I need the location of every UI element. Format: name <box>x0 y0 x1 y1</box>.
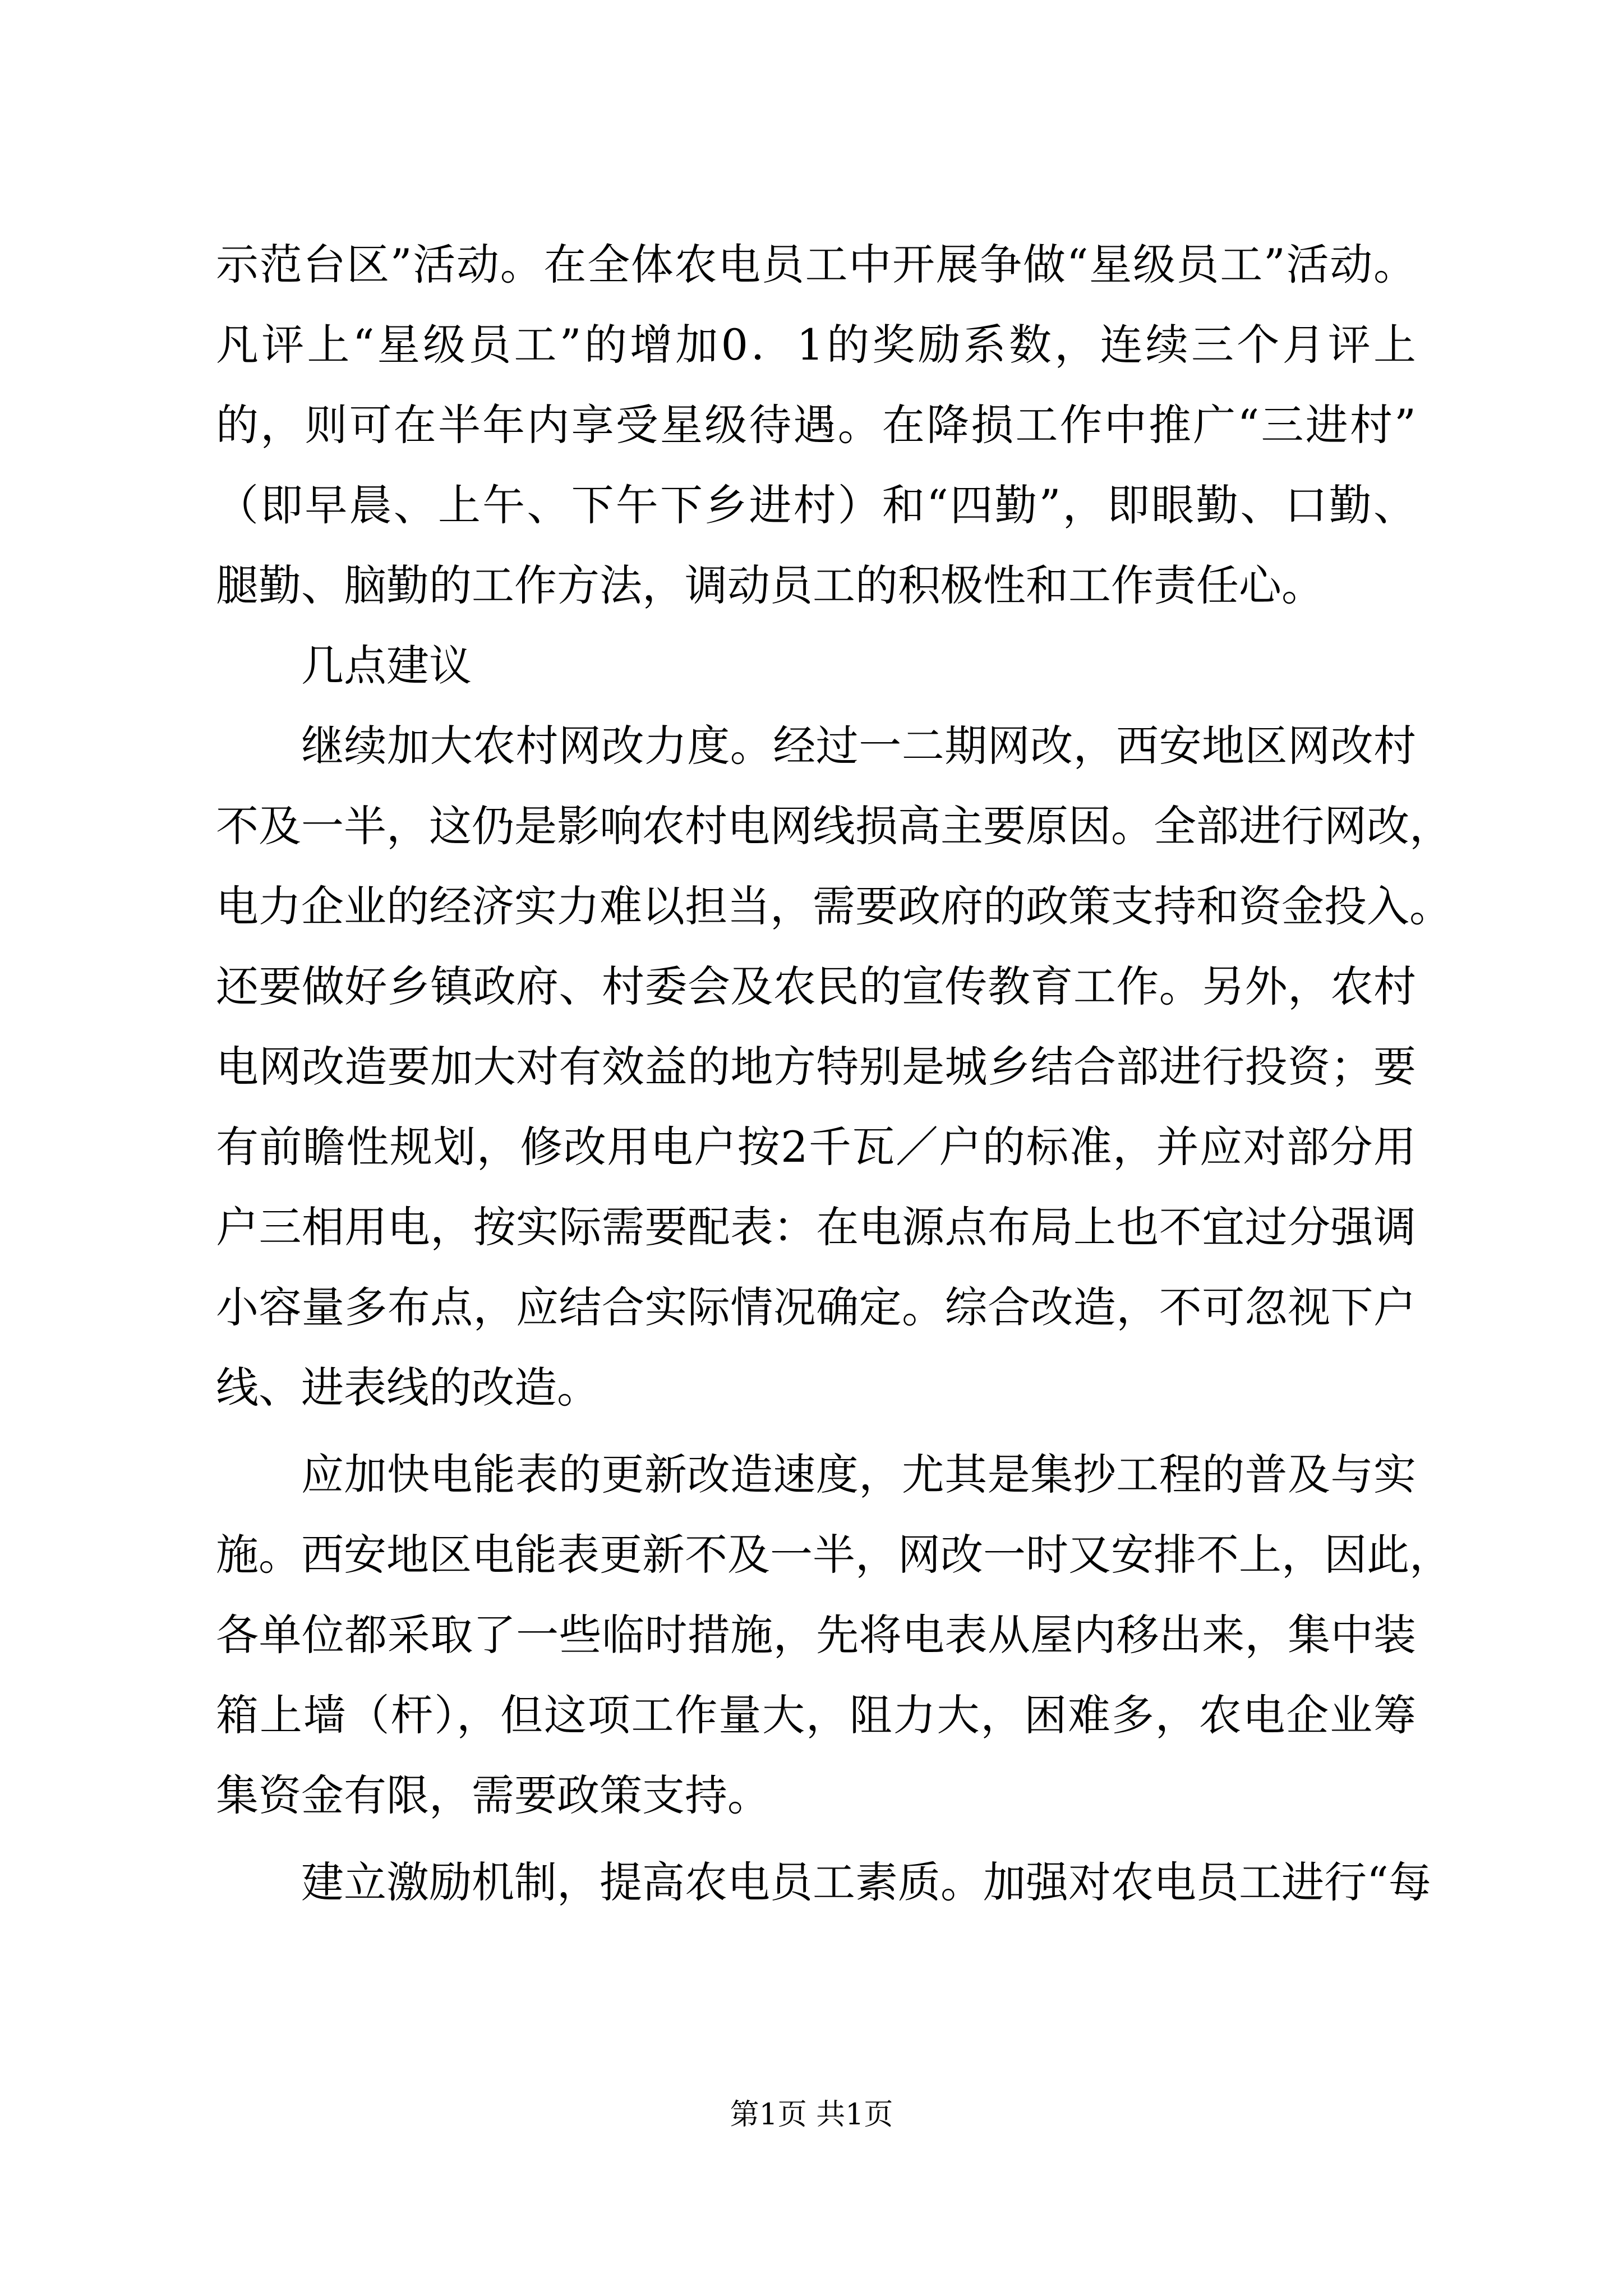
text-line: 有前瞻性规划，修改用电户按2千瓦／户的标准，并应对部分用 <box>216 1122 1416 1172</box>
text-line: 小容量多布点，应结合实际情况确定。综合改造，不可忽视下户 <box>216 1282 1416 1332</box>
text-line: 的，则可在半年内享受星级待遇。在降损工作中推广“三进村” <box>216 400 1416 450</box>
paragraph-incentive <box>216 1842 1431 1922</box>
text-line: 箱上墙（杆），但这项工作量大，阻力大，困难多，农电企业筹 <box>216 1690 1416 1740</box>
text-line: 电力企业的经济实力难以担当，需要政府的政策支持和资金投入。 <box>216 881 1452 931</box>
text-line: 电网改造要加大对有效益的地方特别是城乡结合部进行投资；要 <box>216 1042 1416 1092</box>
paragraph-continuation <box>216 224 1416 625</box>
text-line: 继续加大农村网改力度。经过一二期网改，西安地区网改村 <box>301 721 1416 771</box>
text-line: （即早晨、上午、下午下乡进村）和“四勤”，即眼勤、口勤、 <box>216 480 1416 530</box>
text-line: 线、进表线的改造。 <box>216 1363 600 1412</box>
text-line: 不及一半，这仍是影响农村电网线损高主要原因。全部进行网改， <box>216 801 1452 851</box>
text-line: 几点建议 <box>301 641 472 691</box>
text-line: 应加快电能表的更新改造速度，尤其是集抄工程的普及与实 <box>301 1450 1416 1499</box>
text-line: 各单位都采取了一些临时措施，先将电表从屋内移出来，集中装 <box>216 1610 1416 1660</box>
text-line: 还要做好乡镇政府、村委会及农民的宣传教育工作。另外，农村 <box>216 961 1416 1011</box>
page-footer <box>0 2095 1623 2134</box>
paragraph-gap <box>216 1835 1416 1842</box>
paragraph-meter-upgrade <box>216 1434 1452 1835</box>
text-line: 集资金有限，需要政策支持。 <box>216 1770 770 1820</box>
document-body <box>216 224 1452 1922</box>
paragraph-gap <box>216 1428 1416 1434</box>
text-line: 凡评上“星级员工”的增加0．1的奖励系数，连续三个月评上 <box>216 320 1416 370</box>
page-number-label: 第1页 共1页 <box>730 2098 893 2132</box>
text-line: 建立激励机制，提高农电员工素质。加强对农电员工进行“每 <box>301 1857 1431 1907</box>
text-line: 户三相用电，按实际需要配表：在电源点布局上也不宜过分强调 <box>216 1202 1416 1252</box>
text-line: 施。西安地区电能表更新不及一半，网改一时又安排不上，因此， <box>216 1530 1452 1580</box>
paragraph-network-reform <box>216 706 1452 1428</box>
text-line: 示范台区”活动。在全体农电员工中开展争做“星级员工”活动。 <box>216 240 1416 289</box>
section-heading <box>216 625 1416 706</box>
text-line: 腿勤、脑勤的工作方法，调动员工的积极性和工作责任心。 <box>216 560 1324 610</box>
